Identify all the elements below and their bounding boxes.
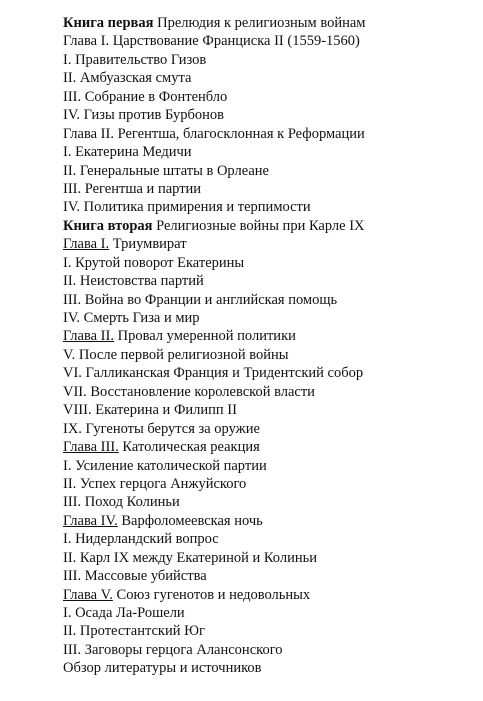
toc-item (63, 401, 475, 419)
entry-title: VI. Галликанская Франция и Тридентский собор (63, 365, 364, 382)
entry-title: Триумвират (109, 236, 187, 253)
entry-title: II. Неистовства партий (63, 273, 204, 290)
entry-title: III. Собрание в Фонтенбло (63, 88, 228, 105)
entry-title: IX. Гугеноты берутся за оружие (63, 420, 260, 437)
entry-title: VIII. Екатерина и Филипп II (63, 402, 237, 419)
entry-title: I. Правительство Гизов (63, 51, 207, 68)
entry-title: IV. Смерть Гиза и мир (63, 310, 200, 326)
toc-item (63, 659, 475, 677)
entry-title: II. Карл IX между Екатериной и Колиньи (63, 549, 317, 566)
chapter-heading (63, 235, 475, 253)
entry-title: III. Регентша и партии (63, 180, 202, 197)
entry-title: I. Усиление католической партии (63, 457, 267, 474)
toc-item (63, 364, 475, 382)
entry-title: Прелюдия к религиозным войнам (153, 15, 366, 31)
chapter-heading (63, 125, 475, 143)
entry-title: Варфоломеевская ночь (117, 512, 263, 529)
book-heading (63, 217, 475, 235)
chapter-heading (63, 327, 475, 345)
toc-item (63, 198, 475, 216)
entry-title: I. Осада Ла-Рошели (63, 605, 185, 621)
book-label: Книга вторая (63, 217, 153, 234)
entry-title: IV. Политика примирения и терпимости (63, 199, 311, 216)
entry-title: I. Екатерина Медичи (63, 144, 192, 161)
toc-item (63, 530, 475, 548)
entry-title: II. Генеральные штаты в Орлеане (63, 162, 269, 179)
toc-item (63, 309, 475, 327)
toc-item (63, 162, 475, 180)
chapter-heading (63, 32, 475, 50)
chapter-heading (63, 512, 475, 530)
toc-item (63, 567, 475, 585)
chapter-label: Глава III. (63, 439, 119, 456)
chapter-label: Глава IV. (63, 512, 118, 529)
entry-title: Религиозные войны при Карле IX (152, 217, 365, 234)
toc-item (63, 254, 475, 272)
toc-item (63, 69, 475, 87)
chapter-label: Глава II. (63, 125, 114, 142)
toc-item (63, 291, 475, 309)
toc-item (63, 383, 475, 401)
chapter-label: Глава I. (63, 33, 110, 50)
toc-item (63, 622, 475, 640)
toc-item (63, 493, 475, 511)
toc-item (63, 106, 475, 124)
toc-item (63, 420, 475, 438)
toc-item (63, 180, 475, 198)
entry-title: Провал умеренной политики (113, 328, 296, 345)
entry-title: Регентша, благосклонная к Реформации (113, 125, 365, 142)
table-of-contents (63, 14, 475, 678)
entry-title: I. Крутой поворот Екатерины (63, 254, 245, 271)
chapter-heading (63, 586, 475, 604)
entry-title: III. Заговоры герцога Алансонского (63, 641, 283, 658)
toc-item (63, 604, 475, 622)
toc-item (63, 88, 475, 106)
book-label: Книга первая (63, 15, 154, 31)
chapter-heading (63, 438, 475, 456)
entry-title: Католическая реакция (118, 439, 260, 456)
entry-title: II. Успех герцога Анжуйского (63, 475, 247, 492)
toc-item (63, 475, 475, 493)
toc-item (63, 51, 475, 69)
toc-item (63, 143, 475, 161)
entry-title: V. После первой религиозной войны (63, 346, 289, 363)
toc-item (63, 641, 475, 659)
entry-title: Царствование Франциска II (1559-1560) (109, 33, 360, 50)
entry-title: Союз гугенотов и недовольных (112, 586, 311, 603)
book-heading (63, 14, 475, 32)
entry-title: III. Война во Франции и английская помощь (63, 291, 338, 308)
entry-title: II. Амбуазская смута (63, 70, 192, 87)
entry-title: VII. Восстановление королевской власти (63, 383, 315, 400)
entry-title: III. Массовые убийства (63, 568, 207, 585)
entry-title: IV. Гизы против Бурбонов (63, 107, 224, 124)
toc-item (63, 549, 475, 567)
toc-item (63, 457, 475, 475)
entry-title: Обзор литературы и источников (63, 660, 262, 677)
entry-title: III. Поход Колиньи (63, 494, 180, 511)
chapter-label: Глава V. (63, 586, 113, 603)
chapter-label: Глава II. (63, 328, 114, 345)
toc-item (63, 272, 475, 290)
toc-item (63, 346, 475, 364)
chapter-label: Глава I. (63, 236, 110, 253)
entry-title: I. Нидерландский вопрос (63, 531, 219, 548)
entry-title: II. Протестантский Юг (63, 623, 205, 640)
